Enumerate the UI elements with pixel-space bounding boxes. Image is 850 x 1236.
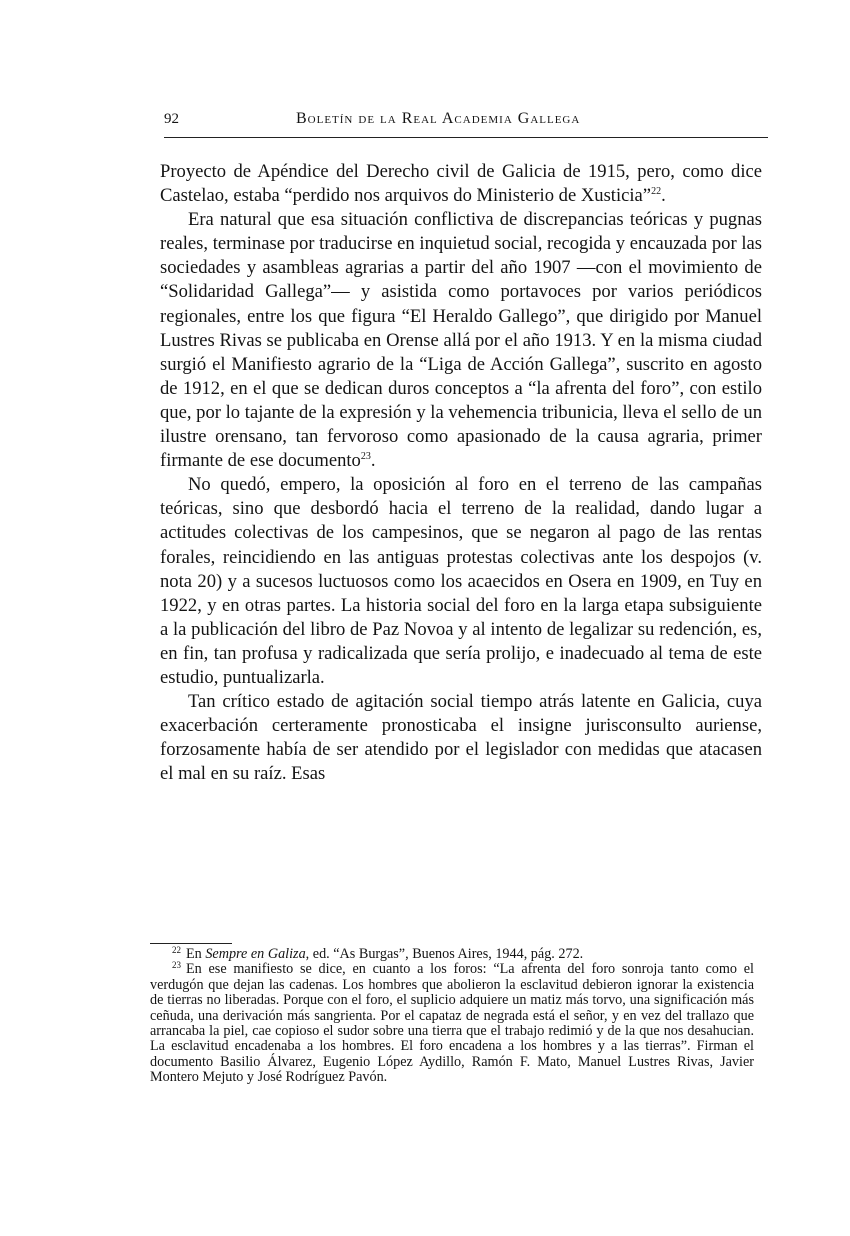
footnote-ref-23: 23 <box>360 451 371 463</box>
paragraph-4: Tan crítico estado de agitación social tiempo atrás latente en Galicia, cuya exacerbación certeramente pronosticaba el insigne jurisconsulto auriense, forzosamente había de ser atendido por el legislador con medidas que atacasen el mal en su raíz. Esas <box>160 691 762 785</box>
footnote-mark: 23 <box>172 960 181 971</box>
footnote-mark: 22 <box>172 945 181 955</box>
journal-title: Boletín de la Real Academia Gallega <box>296 110 581 127</box>
running-head <box>164 106 768 132</box>
header-rule <box>164 137 768 138</box>
footnote-23: $^{23}$ En ese manifiesto se dice, en cuanto a los foros: “La afrenta del foro sonroja tanto como el verdugón que dejan las cadenas. Los hombres que abolieron la esclavitud debieron ignorar la existencia de tierras no liberadas. Porque con el foro, el suplicio adquiere un matiz más torvo, una significación más ceñuda, una derivación más sangrienta. Por el capataz de negrada está el señor, y en vez del trallazo que arrancaba la piel, cae copioso el sudor sobre una tierra que el trabajo redimió y de la que nos desahucian. La esclavitud encadenaba a los hombres. El foro encadena a los hombres y a las tierras”. Firman el documento Basilio Álvarez, Eugenio López Aydillo, Ramón F. Mato, Manuel Lustres Rivas, Javier Montero Mejuto y José Rodríguez Pavón. <box>150 960 754 1086</box>
main-text <box>160 160 762 786</box>
footnote-rule <box>150 943 232 944</box>
cited-work-title: Sempre en Galiza <box>205 946 306 962</box>
paragraph-2: Era natural que esa situación conflictiva de discrepancias teóricas y pugnas reales, terminase por traducirse en inquietud social, recogida y encauzada por las sociedades y asambleas agrarias a partir del año 1907 —con el movimiento de “Solidaridad Gallega”— y asistida como portavoces por varios periódicos regionales, entre los que figura “El Heraldo Gallego”, que dirigido por Manuel Lustres Rivas se publicaba en Orense allá por el año 1913. Y en la misma ciudad surgió el Manifiesto agrario de la “Liga de Acción Gallega”, suscrito en agosto de 1912, en el que se dedican duros conceptos a “la afrenta del foro”, con estilo que, por lo tajante de la expresión y la vehemencia tribunicia, lleva el sello de un ilustre orensano, tan fervoroso como apasionado de la causa agraria, primer firmante de ese documento$^{23}$. <box>160 209 762 472</box>
paragraph-3: No quedó, empero, la oposición al foro en el terreno de las campañas teóricas, sino que desbordó hacia el terreno de la realidad, dando lugar a actitudes colectivas de los campesinos, que se negaron al pago de las rentas forales, reincidiendo en las antiguas protestas colectivas ante los despojos (v. nota 20) y a sucesos luctuosos como los acaecidos en Osera en 1909, en Tuy en 1922, y en otras partes. La historia social del foro en la larga etapa subsiguiente a la publicación del libro de Paz Novoa y al intento de legalizar su redención, es, en fin, tan profusa y radicalizada que sería prolijo, e inadecuado al tema de este estudio, puntualizarla. <box>160 474 762 688</box>
footnote-22: $^{22}$ En Sempre en Galiza, ed. “As Burgas”, Buenos Aires, 1944, pág. 272. <box>172 945 584 962</box>
paragraph-1: Proyecto de Apéndice del Derecho civil de Galicia de 1915, pero, como dice Castelao, estaba “perdido nos arquivos do Ministerio de Xusticia”$^{22}$. <box>160 161 762 207</box>
footnote-ref-22: 22 <box>651 186 662 198</box>
page-number: 92 <box>164 111 179 127</box>
footnotes <box>150 947 754 1086</box>
